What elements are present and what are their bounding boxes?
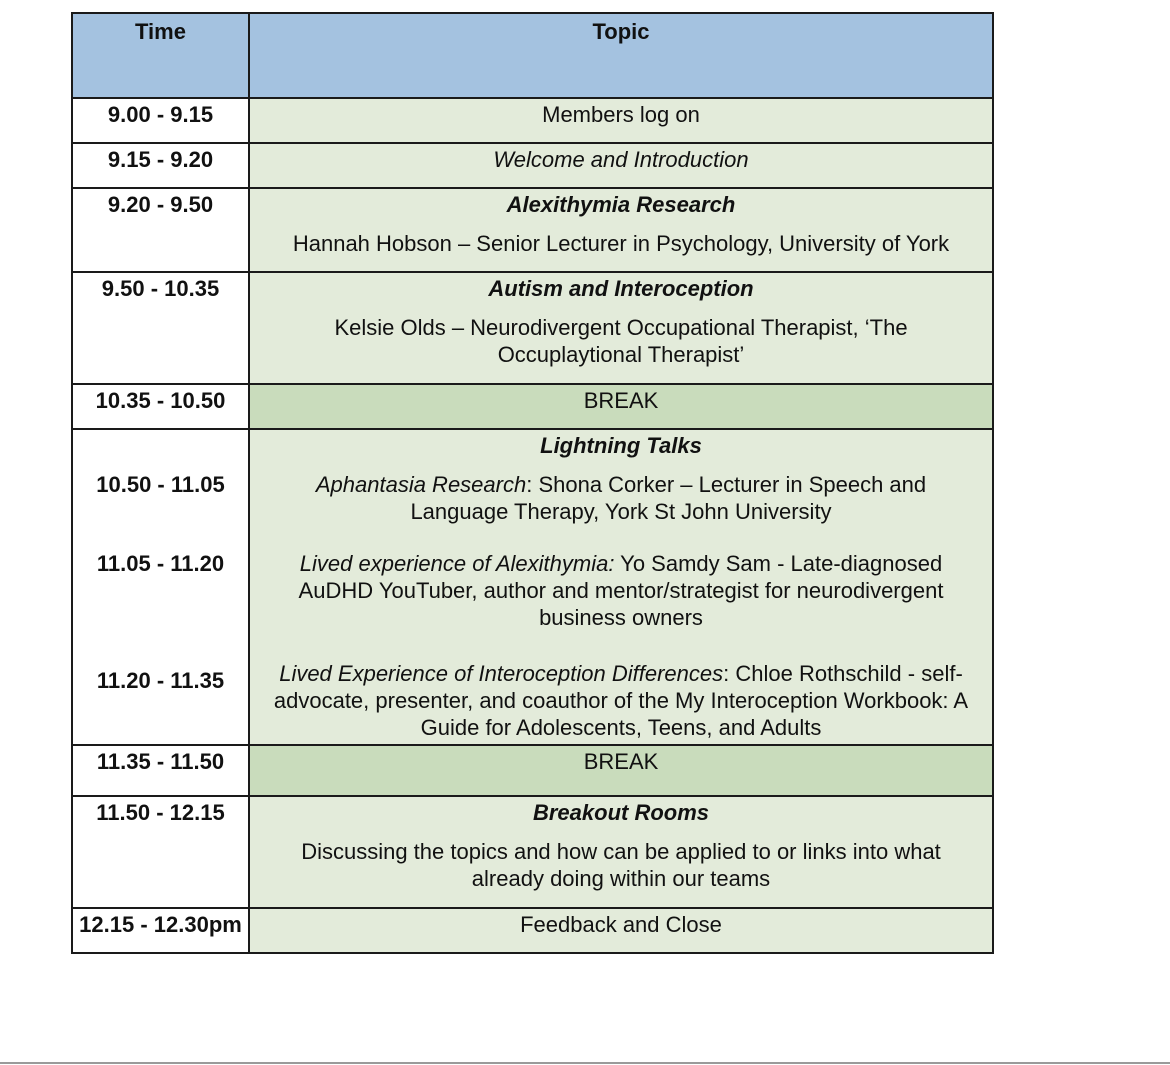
break-cell: BREAK — [249, 384, 993, 429]
page-divider — [0, 1062, 1170, 1064]
table-row — [72, 272, 993, 384]
time-cell: 9.20 - 9.50 — [72, 188, 249, 272]
talk-topic: Aphantasia Research — [315, 472, 527, 497]
topic-cell — [249, 188, 993, 272]
table-row — [72, 98, 993, 143]
talk-time: 11.05 - 11.20 — [96, 551, 225, 576]
table-row — [72, 908, 993, 953]
table-row — [72, 745, 993, 796]
time-header: Time — [72, 13, 249, 98]
session-title: Lightning Talks — [540, 433, 702, 458]
table-row — [72, 188, 993, 272]
topic-header: Topic — [249, 13, 993, 98]
topic-cell: Welcome and Introduction — [249, 143, 993, 188]
talk-text — [254, 660, 988, 741]
topic-cell: Feedback and Close — [249, 908, 993, 953]
talk-text — [270, 550, 972, 631]
talk-topic: Lived experience of Alexithymia: — [299, 551, 615, 576]
talk-topic: Lived Experience of Interoception Differences — [279, 661, 724, 686]
topic-cell — [249, 796, 993, 908]
time-cell: 12.15 - 12.30pm — [72, 908, 249, 953]
talk-time: 10.50 - 11.05 — [96, 472, 225, 497]
talk-speaker: : Chloe Rothschild - self-advocate, presenter, and coauthor of the My Interoception Workbook: A Guide for Adolescents, Teens, and Adults — [273, 661, 969, 740]
time-cell: 9.00 - 9.15 — [72, 98, 249, 143]
header-row — [72, 13, 993, 98]
speaker-text: Kelsie Olds – Neurodivergent Occupational Therapist, ‘The Occuplaytional Therapist’ — [334, 315, 908, 367]
table-row — [72, 143, 993, 188]
session-title: Breakout Rooms — [532, 800, 710, 825]
session-title: Autism and Interoception — [488, 276, 754, 301]
break-cell: BREAK — [249, 745, 993, 796]
topic-cell — [249, 429, 993, 745]
table-row — [72, 796, 993, 908]
talk-time: 11.20 - 11.35 — [96, 668, 225, 693]
topic-cell — [249, 272, 993, 384]
speaker-text: Hannah Hobson – Senior Lecturer in Psychology, University of York — [292, 231, 950, 256]
time-cell: 11.50 - 12.15 — [72, 796, 249, 908]
table-row — [72, 384, 993, 429]
session-title: Alexithymia Research — [506, 192, 736, 217]
time-cell: 9.15 - 9.20 — [72, 143, 249, 188]
talk-speaker: : Shona Corker – Lecturer in Speech and Language Therapy, York St John University — [410, 472, 927, 524]
agenda-table — [71, 12, 994, 954]
time-cell: 11.35 - 11.50 — [72, 745, 249, 796]
talk-speaker: Yo Samdy Sam - Late-diagnosed AuDHD YouTuber, author and mentor/strategist for neurodivergent business owners — [298, 551, 944, 630]
speaker-text: Discussing the topics and how can be applied to or links into what already doing within our teams — [301, 839, 941, 891]
time-cell: 9.50 - 10.35 — [72, 272, 249, 384]
talk-text — [280, 471, 962, 525]
time-cell — [72, 429, 249, 745]
topic-cell: Members log on — [249, 98, 993, 143]
table-row — [72, 429, 993, 745]
time-cell: 10.35 - 10.50 — [72, 384, 249, 429]
